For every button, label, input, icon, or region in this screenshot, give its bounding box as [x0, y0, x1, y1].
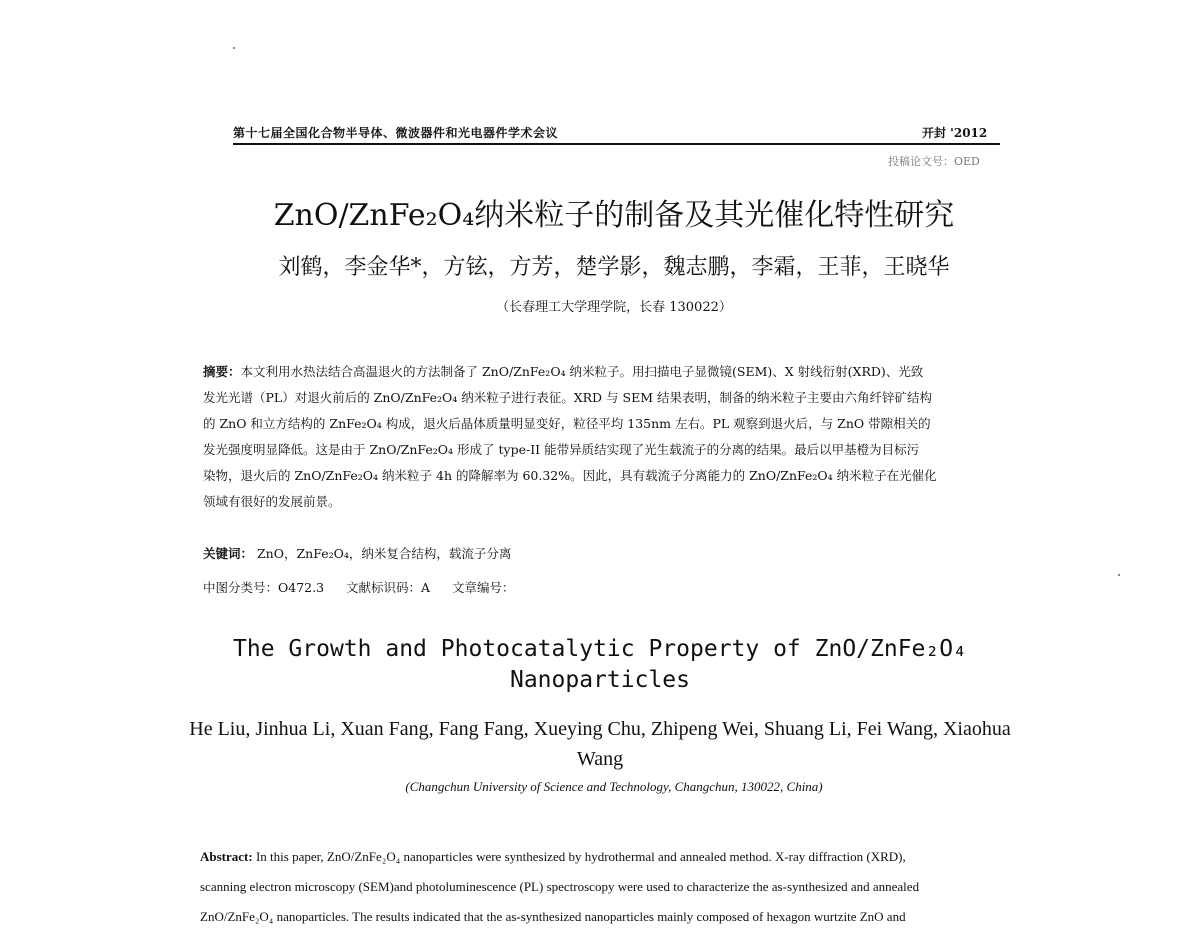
- abstract-cn-line: 发光光谱（PL）对退火前后的 ZnO/ZnFe₂O₄ 纳米粒子进行表征。XRD 与 SEM 结果表明，制备的纳米粒子主要由六角纤锌矿结构: [203, 390, 932, 405]
- scan-speck: [233, 47, 235, 49]
- paper-title-en: [150, 634, 1050, 696]
- abstract-en-line: scanning electron microscopy (SEM)and photoluminescence (PL) spectroscopy were used to characterize the as-synthesized and annealed: [200, 879, 920, 894]
- classification-line: [203, 578, 533, 596]
- scan-speck: [1118, 574, 1120, 576]
- conference-header: 第十七届全国化合物半导体、微波器件和光电器件学术会议: [233, 126, 559, 140]
- keywords-cn-text: ZnO，ZnFe₂O₄，纳米复合结构，载流子分离: [257, 546, 512, 561]
- paper-title-cn: ZnO/ZnFe₂O₄纳米粒子的制备及其光催化特性研究: [273, 198, 955, 233]
- keywords-cn: [203, 544, 511, 562]
- abstract-cn: [203, 359, 1028, 515]
- abstract-en-line: Abstract: In this paper, ZnO/ZnFe₂O₄ nanoparticles were synthesized by hydrothermal and annealed method. X-ray diffraction (XRD),: [200, 849, 906, 864]
- header-rule: [233, 143, 1000, 145]
- authors-cn: 刘鹤，李金华*，方铉，方芳，楚学影，魏志鹏，李霜，王菲，王晓华: [278, 255, 950, 280]
- document-code: 文献标识码：A: [346, 580, 431, 595]
- authors-en: He Liu, Jinhua Li, Xuan Fang, Fang Fang, Xueying Chu, Zhipeng Wei, Shuang Li, Fei Wang, Xiaohua Wang: [189, 718, 1011, 770]
- affiliation-cn: （长春理工大学理学院，长春 130022）: [496, 300, 732, 315]
- abstract-en-line: ZnO/ZnFe₂O₄ nanoparticles. The results indicated that the as-synthesized nanoparticles mainly composed of hexagon wurtzite ZnO and: [200, 909, 906, 924]
- affiliation-en: (Changchun University of Science and Technology, Changchun, 130022, China): [405, 779, 823, 794]
- abstract-cn-line: 领域有很好的发展前景。: [203, 494, 341, 509]
- article-number: 文章编号：: [452, 580, 515, 595]
- abstract-cn-label: 摘要：: [203, 364, 241, 379]
- keywords-cn-label: 关键词：: [203, 546, 254, 561]
- abstract-cn-line: 发光强度明显降低。这是由于 ZnO/ZnFe₂O₄ 形成了 type-II 能带异质结实现了光生载流子的分离的结果。最后以甲基橙为目标污: [203, 442, 920, 457]
- conference-location-year: 开封 '2012: [922, 126, 988, 140]
- paper-title-en-line1: The Growth and Photocatalytic Property of ZnO/ZnFe₂O₄: [233, 636, 967, 662]
- abstract-en-label: Abstract:: [200, 849, 253, 864]
- abstract-cn-line: 染物，退火后的 ZnO/ZnFe₂O₄ 纳米粒子 4h 的降解率为 60.32%。因此，具有载流子分离能力的 ZnO/ZnFe₂O₄ 纳米粒子在光催化: [203, 468, 937, 483]
- abstract-cn-line: 摘要：本文利用水热法结合高温退火的方法制备了 ZnO/ZnFe₂O₄ 纳米粒子。用扫描电子显微镜(SEM)、X 射线衍射(XRD)、光致: [203, 364, 924, 379]
- clc-number: 中图分类号：O472.3: [203, 580, 325, 595]
- abstract-en: [200, 842, 1030, 932]
- paper-number: 投稿论文号：OED: [888, 155, 980, 168]
- abstract-cn-line: 的 ZnO 和立方结构的 ZnFe₂O₄ 构成，退火后晶体质量明显变好，粒径平均 135nm 左右。PL 观察到退火后，与 ZnO 带隙相关的: [203, 416, 931, 431]
- paper-title-en-line2: Nanoparticles: [509, 667, 690, 693]
